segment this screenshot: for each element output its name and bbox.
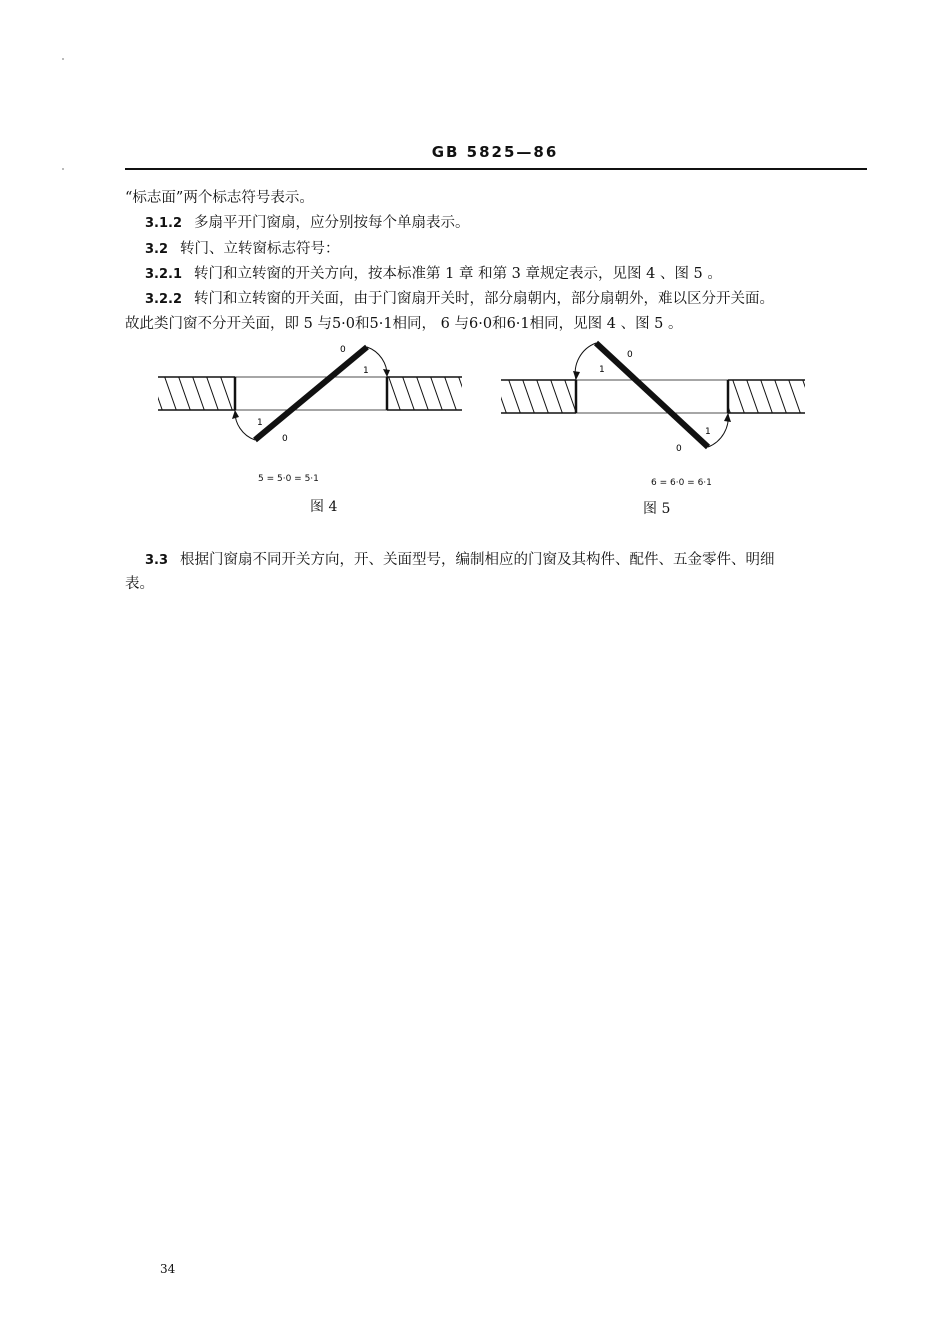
text-line: “标志面”两个标志符号表示。 (125, 190, 314, 206)
label-top-1: 1 (599, 365, 605, 375)
label-bottom-1: 1 (257, 418, 263, 428)
wall-right (728, 380, 805, 413)
swing-arc-bottom (708, 413, 728, 447)
clause-3-3 (145, 548, 775, 569)
figure-5-caption: 图 5 (643, 501, 671, 517)
arrow-top (573, 371, 580, 380)
arrow-bottom (724, 413, 731, 422)
label-bottom-0: 0 (676, 444, 682, 454)
clause-3-2-1 (145, 262, 722, 283)
text-line: 表。 (125, 576, 154, 592)
figure-5-diagram (493, 335, 813, 460)
label-bottom-0: 0 (282, 434, 288, 444)
clause-text: 转门、立转窗标志符号： (180, 241, 340, 257)
swing-arc-bottom (235, 410, 255, 440)
wall-left (501, 380, 576, 413)
arrow-bottom (232, 410, 239, 419)
figure-4-diagram (150, 335, 470, 455)
wall-right (387, 377, 462, 410)
clause-number: 3.2.1 (145, 267, 183, 282)
clause-3-2-2 (145, 287, 774, 308)
clause-text: 根据门窗扇不同开关方向，开、关面型号，编制相应的门窗及其构件、配件、五金零件、明细 (180, 552, 775, 568)
text-line: 故此类门窗不分开关面，即 5 与5·0和5·1相同， 6 与6·0和6·1相同，见图 4 、图 5 。 (125, 316, 683, 332)
door-leaf (255, 347, 367, 440)
clause-number: 3.1.2 (145, 216, 183, 231)
swing-arc-top (367, 347, 387, 377)
clause-number: 3.2.2 (145, 292, 183, 307)
arrow-top (383, 369, 390, 377)
document-header: GB 5825—86 (431, 143, 559, 161)
clause-text: 转门和立转窗的开关方向，按本标准第 1 章 和第 3 章规定表示，见图 4 、图 5 。 (194, 266, 722, 282)
clause-number: 3.3 (145, 553, 169, 568)
clause-number: 3.2 (145, 242, 169, 257)
clause-text: 转门和立转窗的开关面，由于门窗扇开关时，部分扇朝内，部分扇朝外，难以区分开关面。 (194, 291, 775, 307)
page-number: 34 (160, 1262, 176, 1276)
label-top-1: 1 (363, 366, 369, 376)
clause-text: 多扇平开门窗扇，应分别按每个单扇表示。 (194, 215, 470, 231)
label-top-0: 0 (340, 345, 346, 355)
label-bottom-1: 1 (705, 427, 711, 437)
door-leaf (596, 343, 708, 447)
figure-5-equation: 6 = 6·0 = 6·1 (651, 478, 712, 488)
header-rule (125, 168, 867, 170)
figure-4-caption: 图 4 (310, 499, 338, 515)
clause-3-1-2 (145, 211, 470, 232)
clause-3-2 (145, 237, 340, 258)
label-top-0: 0 (627, 350, 633, 360)
figure-4-equation: 5 = 5·0 = 5·1 (258, 474, 319, 484)
wall-left (158, 377, 235, 410)
